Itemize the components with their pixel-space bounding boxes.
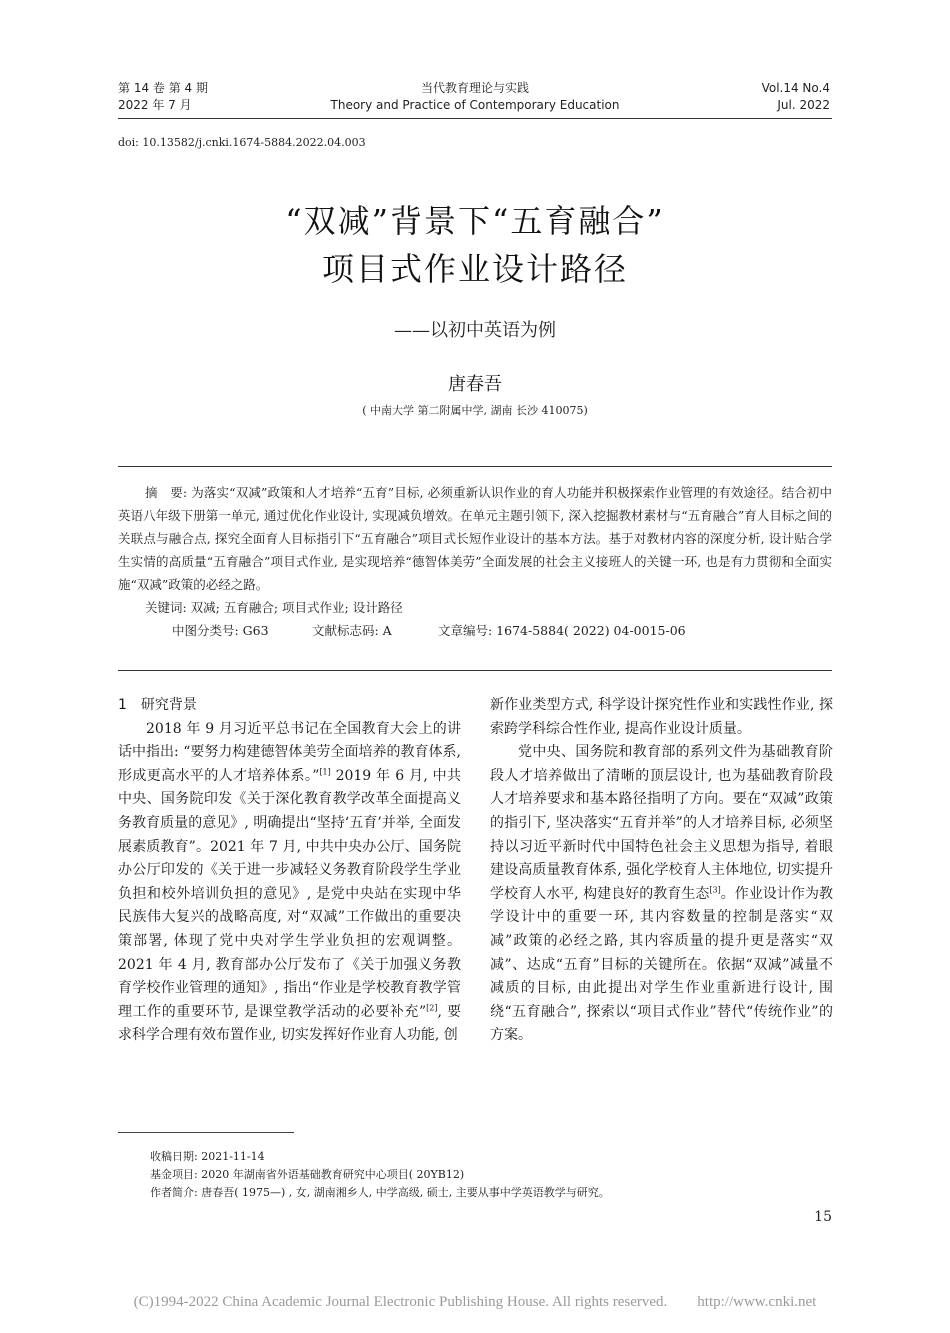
header-month: Jul. 2022 (777, 98, 830, 112)
doi: doi: 10.13582/j.cnki.1674-5884.2022.04.003 (118, 136, 366, 149)
journal-name-cn: 当代教育理论与实践 (420, 81, 529, 95)
abstract-text: 摘 要: 为落实“双减”政策和人才培养“五育”目标, 必须重新认识作业的育人功能并积极探索作业管理的有效途径。结合初中英语八年级下册第一单元, 通过优化作业设计, 实现减负增效。在单元主题引领下, 深入挖掘教材素材与“五育融合”育人目标之间的关联点与融合点, 探究全面育人目标指引下“五育融合”项目式长短作业设计的基本方法。基于对教材内容的深度分析, 设计贴合学生实情的高质量“五育融合”项目式作业, 是实现培养“德智体美劳”全面发展的社会主义接班人的关键一环, 也是有力贯彻和全面实施“双减”政策的必经之路。 (118, 485, 832, 592)
paragraph-text: 2018 年 9 月习近平总书记在全国教育大会上的讲话中指出: “要努力构建德智体美劳全面培养的教育体系, 形成更高水平的人才培养体系。” (118, 720, 461, 784)
clc-number: 中图分类号: G63 (172, 623, 269, 638)
section-heading: 1 研究背景 (118, 697, 197, 713)
abstract-top-rule (118, 466, 832, 467)
classification-row (118, 619, 832, 642)
header-vol-en (762, 80, 830, 114)
paragraph-text: 。作业设计作为教学设计中的重要一环, 其内容数量的控制是落实“双减”政策的必经之路, 其内容质量的提升更是落实“双减”、达成“五育”目标的关键所在。依据“双减”减量不减质的目标, 由此提出对学生作业重新进行设计, 围绕“五育融合”, 探索以“项目式作业”替代“传统作业”的方案。 (490, 885, 833, 1044)
header-divider (118, 118, 832, 119)
header-volume-issue (118, 80, 208, 114)
footnote-fund: 基金项目: 2020 年湖南省外语基础教育研究中心项目( 20YB12) (150, 1168, 465, 1181)
paragraph-text: 2019 年 6 月, 中共中央、国务院印发《关于深化教育教学改革全面提高义务教育质量的意见》, 明确提出“坚持‘五育’并举, 全面发展素质教育”。2021 年 7 月, 中共中央办公厅、国务院办公厅印发的《关于进一步减轻义务教育阶段学生学业负担和校外培训负担的意见》, 是党中央站在实现中华民族伟大复兴的战略高度, 对“双减”工作做出的重要决策部署, 体现了党中央对学生学业负担的宏观调整。2021 年 4 月, 教育部办公厅发布了《关于加强义务教育学校作业管理的通知》, 指出“作业是学校教育教学管理工作的重要环节, 是课堂教学活动的必要补充” (118, 767, 461, 1020)
author-name: 唐春吾 (448, 374, 502, 395)
body-right-column (490, 694, 833, 1048)
article-number: 文章编号: 1674-5884( 2022) 04-0015-06 (438, 623, 686, 638)
paragraph-text: 党中央、国务院和教育部的系列文件为基础教育阶段人才培养做出了清晰的顶层设计, 也为基础教育阶段人才培养要求和基本路径指明了方向。要在“双减”政策的指引下, 坚决落实“五育并举”的人才培养目标, 必须坚持以习近平新时代中国特色社会主义思想为指导, 着眼建设高质量教育体系, 强化学校育人主体地位, 切实提升学校育人水平, 构建良好的教育生态 (490, 744, 833, 902)
footnote-divider (118, 1132, 294, 1133)
footnote-author-bio: 作者简介: 唐春吾( 1975—) , 女, 湖南湘乡人, 中学高级, 硕士, 主要从事中学英语教学与研究。 (150, 1186, 610, 1199)
header-date: 2022 年 7 月 (118, 98, 192, 112)
copyright-watermark: (C)1994-2022 China Academic Journal Electronic Publishing House. All rights reserved. http://www.cnki.net (133, 1294, 817, 1310)
body-paragraph: 新作业类型方式, 科学设计探究性作业和实践性作业, 探索跨学科综合性作业, 提高作业设计质量。 (490, 697, 833, 737)
header-journal (300, 80, 650, 114)
citation-ref: [3] (709, 885, 721, 895)
header-vol-no: Vol.14 No.4 (761, 81, 830, 95)
header-volume: 第 14 卷 第 4 期 (118, 81, 208, 95)
body-paragraph (490, 741, 833, 1048)
body-paragraph (118, 718, 461, 1048)
article-subtitle: ——以初中英语为例 (394, 320, 556, 341)
keywords: 关键词: 双减; 五育融合; 项目式作业; 设计路径 (145, 600, 403, 615)
footnote-received: 收稿日期: 2021-11-14 (150, 1150, 265, 1163)
document-code: 文献标志码: A (312, 623, 392, 638)
journal-name-en: Theory and Practice of Contemporary Education (330, 98, 620, 112)
footnotes (150, 1148, 610, 1202)
body-left-column (118, 694, 461, 1048)
page-number: 15 (814, 1209, 832, 1225)
article-title-line2: 项目式作业设计路径 (321, 250, 628, 288)
citation-ref: [2] (426, 1003, 438, 1013)
citation-ref: [1] (319, 767, 331, 777)
abstract-block (118, 481, 832, 642)
article-title-line1: “双减”背景下“五育融合” (285, 202, 665, 240)
paragraph-text: , 要求科学合理有效布置作业, 切实发挥好作业育人功能, 创 (118, 1003, 461, 1044)
author-affiliation: ( 中南大学 第二附属中学, 湖南 长沙 410075) (362, 404, 588, 417)
abstract-bottom-rule (118, 670, 832, 671)
